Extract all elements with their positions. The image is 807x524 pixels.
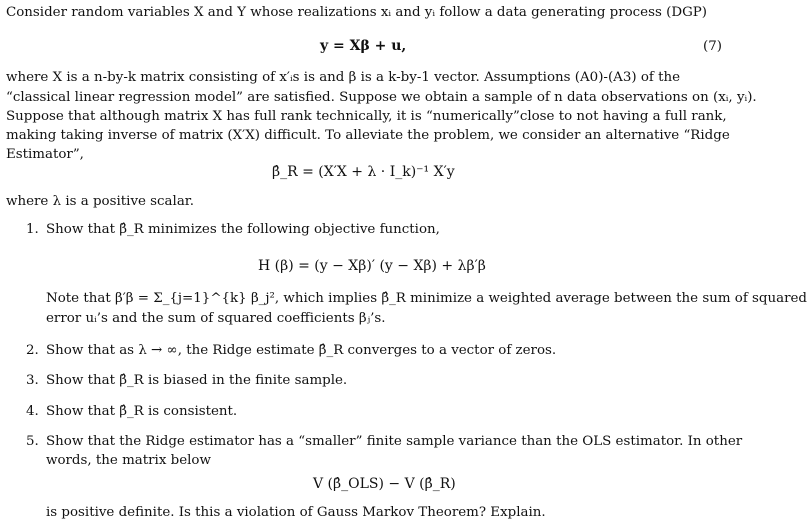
para-line-3: Suppose that although matrix X has full rank technically, it is “numerically”close to not having a full rank, [6, 109, 727, 124]
item-5-text: Show that the Ridge estimator has a “smaller” finite sample variance than the OLS estimator. In other [46, 434, 743, 449]
item-4-text: Show that β̂_R is consistent. [46, 404, 238, 419]
intro-line-1: Consider random variables X and Y whose realizations xᵢ and yᵢ follow a data generating process (DGP) [6, 5, 708, 20]
dgp-equation: y = Xβ + u, [320, 38, 407, 54]
item-4-number: 4. [26, 404, 39, 419]
note-line-2: error uᵢ’s and the sum of squared coefficients βⱼ’s. [46, 311, 386, 326]
equation-number: (7) [703, 39, 722, 54]
objective-function-equation: H (β) = (y − Xβ)′ (y − Xβ) + λβ′β [258, 258, 486, 274]
note-line-1: Note that β′β = Σ_{j=1}^{k} β_j², which implies β̂_R minimize a weighted average between the sum of squared [46, 291, 807, 306]
item-1-number: 1. [26, 222, 39, 237]
item-2-text: Show that as λ → ∞, the Ridge estimate β̂_R converges to a vector of zeros. [46, 343, 557, 358]
item-3-number: 3. [26, 373, 39, 388]
para-line-5: Estimator”, [6, 147, 84, 162]
item-2-number: 2. [26, 343, 39, 358]
para-line-2: “classical linear regression model” are satisfied. Suppose we obtain a sample of n data observations on (xᵢ, yᵢ). [6, 90, 757, 105]
para-line-1: where X is a n-by-k matrix consisting of x′ᵢs is and β is a k-by-1 vector. Assumptions (A0)-(A3) of the [6, 70, 681, 85]
ridge-estimator-equation: β̂_R = (X′X + λ · I_k)⁻¹ X′y [272, 164, 455, 180]
item-3-text: Show that β̂_R is biased in the finite sample. [46, 373, 348, 388]
item-5-line-2: words, the matrix below [46, 453, 211, 468]
para-line-4: making taking inverse of matrix (X′X) difficult. To alleviate the problem, we consider an alternative “Ridge [6, 128, 730, 143]
lambda-note: where λ is a positive scalar. [6, 194, 194, 209]
item-5-line-3: is positive definite. Is this a violation of Gauss Markov Theorem? Explain. [46, 505, 546, 520]
variance-difference-expression: V (β̂_OLS) − V (β̂_R) [313, 476, 456, 492]
item-1-text: Show that β̂_R minimizes the following objective function, [46, 222, 440, 237]
item-5-number: 5. [26, 434, 39, 449]
